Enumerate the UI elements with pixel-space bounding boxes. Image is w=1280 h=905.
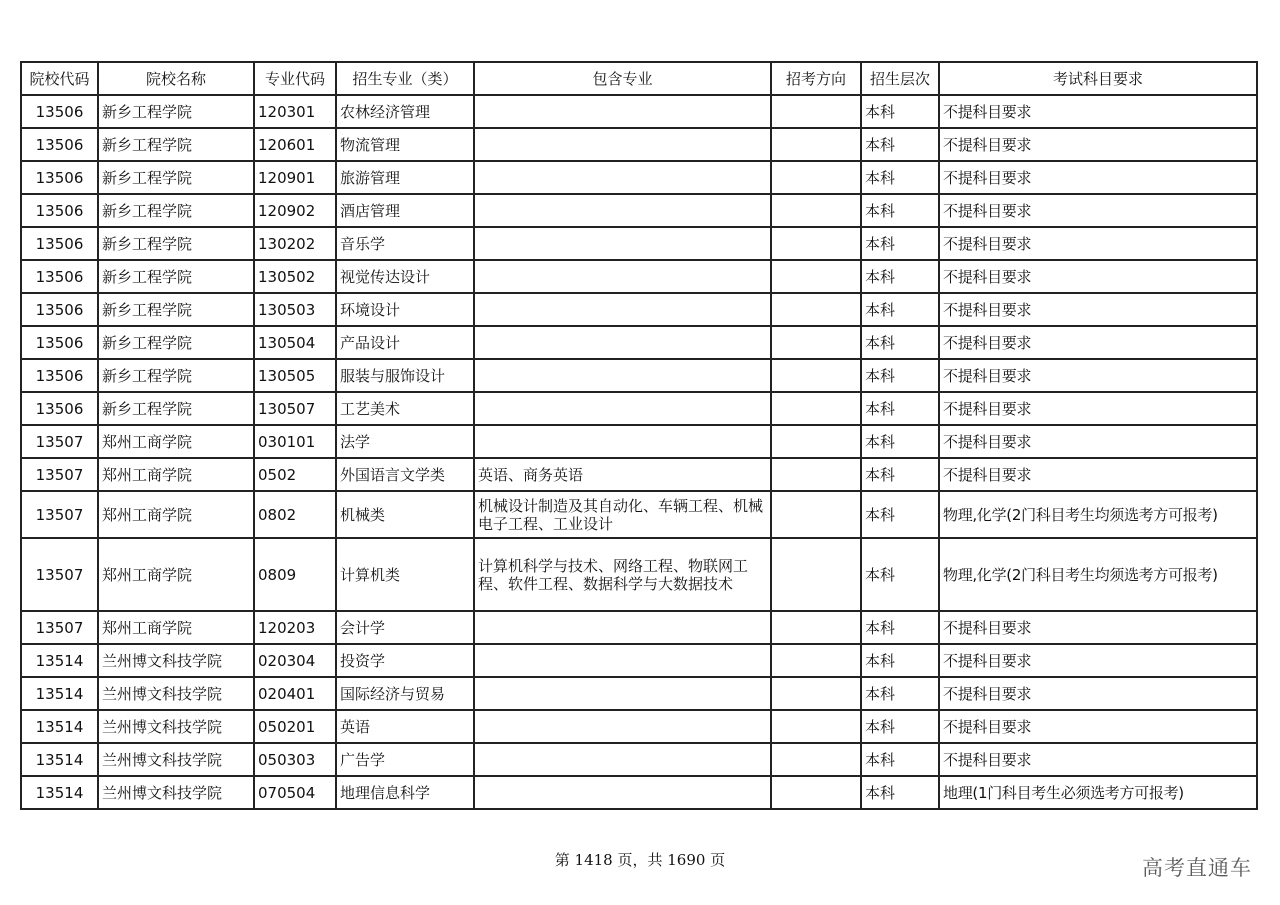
- included-majors-cell: [474, 293, 771, 326]
- school-name-cell: 新乡工程学院: [98, 95, 254, 128]
- subject-requirements-cell: 不提科目要求: [939, 293, 1257, 326]
- level-cell: 本科: [861, 491, 939, 538]
- table-row: [21, 611, 1257, 644]
- major-cell: 旅游管理: [336, 161, 474, 194]
- table-row: [21, 677, 1257, 710]
- included-majors-cell: [474, 326, 771, 359]
- school-code-cell: 13506: [21, 161, 98, 194]
- subject-requirements-cell: 物理,化学(2门科目考生均须选考方可报考): [939, 538, 1257, 611]
- level-cell: 本科: [861, 710, 939, 743]
- included-majors-cell: [474, 677, 771, 710]
- school-code-cell: 13506: [21, 260, 98, 293]
- major-cell: 视觉传达设计: [336, 260, 474, 293]
- major-code-cell: 0802: [254, 491, 336, 538]
- table-row: [21, 161, 1257, 194]
- major-cell: 产品设计: [336, 326, 474, 359]
- header-row: [21, 62, 1257, 95]
- table-row: [21, 260, 1257, 293]
- included-majors-cell: [474, 392, 771, 425]
- school-name-cell: 兰州博文科技学院: [98, 743, 254, 776]
- subject-requirements-cell: 不提科目要求: [939, 95, 1257, 128]
- included-majors-cell: 计算机科学与技术、网络工程、物联网工程、软件工程、数据科学与大数据技术: [474, 538, 771, 611]
- subject-requirements-cell: 不提科目要求: [939, 392, 1257, 425]
- major-code-cell: 130504: [254, 326, 336, 359]
- subject-requirements-cell: 不提科目要求: [939, 227, 1257, 260]
- school-name-cell: 兰州博文科技学院: [98, 677, 254, 710]
- table-row: [21, 128, 1257, 161]
- school-name-cell: 新乡工程学院: [98, 392, 254, 425]
- school-code-cell: 13514: [21, 776, 98, 809]
- direction-cell: [771, 644, 861, 677]
- major-code-cell: 020304: [254, 644, 336, 677]
- school-name-cell: 新乡工程学院: [98, 293, 254, 326]
- table-row: [21, 95, 1257, 128]
- major-cell: 环境设计: [336, 293, 474, 326]
- subject-requirements-cell: 不提科目要求: [939, 644, 1257, 677]
- school-name-cell: 兰州博文科技学院: [98, 710, 254, 743]
- major-cell: 服装与服饰设计: [336, 359, 474, 392]
- subject-requirements-cell: 地理(1门科目考生必须选考方可报考): [939, 776, 1257, 809]
- level-cell: 本科: [861, 611, 939, 644]
- major-code-cell: 120601: [254, 128, 336, 161]
- table-row: [21, 293, 1257, 326]
- included-majors-cell: [474, 95, 771, 128]
- school-code-cell: 13507: [21, 538, 98, 611]
- major-code-cell: 130502: [254, 260, 336, 293]
- header-major: 招生专业（类）: [336, 62, 474, 95]
- major-cell: 音乐学: [336, 227, 474, 260]
- table-row: [21, 458, 1257, 491]
- table-row: [21, 194, 1257, 227]
- subject-requirements-cell: 不提科目要求: [939, 677, 1257, 710]
- major-code-cell: 130503: [254, 293, 336, 326]
- major-cell: 物流管理: [336, 128, 474, 161]
- major-code-cell: 020401: [254, 677, 336, 710]
- direction-cell: [771, 128, 861, 161]
- major-code-cell: 070504: [254, 776, 336, 809]
- major-cell: 国际经济与贸易: [336, 677, 474, 710]
- level-cell: 本科: [861, 161, 939, 194]
- header-level: 招生层次: [861, 62, 939, 95]
- level-cell: 本科: [861, 644, 939, 677]
- direction-cell: [771, 227, 861, 260]
- school-code-cell: 13514: [21, 710, 98, 743]
- school-name-cell: 新乡工程学院: [98, 359, 254, 392]
- included-majors-cell: [474, 194, 771, 227]
- level-cell: 本科: [861, 194, 939, 227]
- included-majors-cell: [474, 128, 771, 161]
- included-majors-cell: [474, 710, 771, 743]
- major-code-cell: 050303: [254, 743, 336, 776]
- included-majors-cell: 英语、商务英语: [474, 458, 771, 491]
- direction-cell: [771, 776, 861, 809]
- school-code-cell: 13506: [21, 359, 98, 392]
- school-name-cell: 郑州工商学院: [98, 611, 254, 644]
- subject-requirements-cell: 不提科目要求: [939, 743, 1257, 776]
- included-majors-cell: [474, 227, 771, 260]
- school-code-cell: 13506: [21, 95, 98, 128]
- level-cell: 本科: [861, 227, 939, 260]
- subject-requirements-cell: 不提科目要求: [939, 194, 1257, 227]
- table-row: [21, 359, 1257, 392]
- direction-cell: [771, 161, 861, 194]
- school-code-cell: 13506: [21, 293, 98, 326]
- level-cell: 本科: [861, 458, 939, 491]
- direction-cell: [771, 392, 861, 425]
- level-cell: 本科: [861, 392, 939, 425]
- subject-requirements-cell: 不提科目要求: [939, 458, 1257, 491]
- direction-cell: [771, 359, 861, 392]
- school-code-cell: 13506: [21, 128, 98, 161]
- level-cell: 本科: [861, 776, 939, 809]
- table-row: [21, 425, 1257, 458]
- school-name-cell: 兰州博文科技学院: [98, 776, 254, 809]
- table-row: [21, 227, 1257, 260]
- table-row: [21, 326, 1257, 359]
- header-school-code: 院校代码: [21, 62, 98, 95]
- school-code-cell: 13514: [21, 743, 98, 776]
- level-cell: 本科: [861, 743, 939, 776]
- school-name-cell: 兰州博文科技学院: [98, 644, 254, 677]
- school-name-cell: 郑州工商学院: [98, 538, 254, 611]
- subject-requirements-cell: 不提科目要求: [939, 260, 1257, 293]
- major-code-cell: 0809: [254, 538, 336, 611]
- major-code-cell: 130202: [254, 227, 336, 260]
- major-cell: 地理信息科学: [336, 776, 474, 809]
- admission-table: [20, 61, 1258, 810]
- school-name-cell: 郑州工商学院: [98, 458, 254, 491]
- subject-requirements-cell: 不提科目要求: [939, 359, 1257, 392]
- level-cell: 本科: [861, 425, 939, 458]
- major-cell: 投资学: [336, 644, 474, 677]
- major-cell: 广告学: [336, 743, 474, 776]
- school-code-cell: 13514: [21, 644, 98, 677]
- school-code-cell: 13514: [21, 677, 98, 710]
- header-subject-requirements: 考试科目要求: [939, 62, 1257, 95]
- major-code-cell: 120901: [254, 161, 336, 194]
- table-row: [21, 392, 1257, 425]
- table-row: [21, 491, 1257, 538]
- watermark: 高考直通车: [1142, 856, 1252, 880]
- major-cell: 酒店管理: [336, 194, 474, 227]
- subject-requirements-cell: 物理,化学(2门科目考生均须选考方可报考): [939, 491, 1257, 538]
- subject-requirements-cell: 不提科目要求: [939, 161, 1257, 194]
- major-cell: 机械类: [336, 491, 474, 538]
- major-cell: 农林经济管理: [336, 95, 474, 128]
- major-code-cell: 130507: [254, 392, 336, 425]
- header-direction: 招考方向: [771, 62, 861, 95]
- subject-requirements-cell: 不提科目要求: [939, 128, 1257, 161]
- subject-requirements-cell: 不提科目要求: [939, 611, 1257, 644]
- school-code-cell: 13507: [21, 458, 98, 491]
- level-cell: 本科: [861, 293, 939, 326]
- school-name-cell: 郑州工商学院: [98, 425, 254, 458]
- school-name-cell: 新乡工程学院: [98, 260, 254, 293]
- direction-cell: [771, 95, 861, 128]
- level-cell: 本科: [861, 95, 939, 128]
- direction-cell: [771, 260, 861, 293]
- major-code-cell: 130505: [254, 359, 336, 392]
- major-code-cell: 0502: [254, 458, 336, 491]
- school-name-cell: 新乡工程学院: [98, 326, 254, 359]
- table-row: [21, 538, 1257, 611]
- school-name-cell: 新乡工程学院: [98, 161, 254, 194]
- major-cell: 计算机类: [336, 538, 474, 611]
- header-major-code: 专业代码: [254, 62, 336, 95]
- table-row: [21, 710, 1257, 743]
- included-majors-cell: [474, 776, 771, 809]
- school-code-cell: 13506: [21, 194, 98, 227]
- major-cell: 会计学: [336, 611, 474, 644]
- direction-cell: [771, 326, 861, 359]
- major-cell: 工艺美术: [336, 392, 474, 425]
- major-code-cell: 120203: [254, 611, 336, 644]
- included-majors-cell: [474, 743, 771, 776]
- level-cell: 本科: [861, 359, 939, 392]
- page-number: 第 1418 页，共 1690 页: [554, 851, 726, 869]
- direction-cell: [771, 743, 861, 776]
- school-code-cell: 13506: [21, 227, 98, 260]
- direction-cell: [771, 458, 861, 491]
- school-name-cell: 新乡工程学院: [98, 194, 254, 227]
- table-row: [21, 776, 1257, 809]
- included-majors-cell: [474, 161, 771, 194]
- included-majors-cell: [474, 644, 771, 677]
- direction-cell: [771, 425, 861, 458]
- school-name-cell: 新乡工程学院: [98, 227, 254, 260]
- direction-cell: [771, 611, 861, 644]
- major-cell: 法学: [336, 425, 474, 458]
- level-cell: 本科: [861, 128, 939, 161]
- direction-cell: [771, 194, 861, 227]
- subject-requirements-cell: 不提科目要求: [939, 326, 1257, 359]
- direction-cell: [771, 677, 861, 710]
- school-code-cell: 13507: [21, 425, 98, 458]
- school-code-cell: 13506: [21, 392, 98, 425]
- level-cell: 本科: [861, 677, 939, 710]
- major-code-cell: 120301: [254, 95, 336, 128]
- subject-requirements-cell: 不提科目要求: [939, 425, 1257, 458]
- level-cell: 本科: [861, 326, 939, 359]
- included-majors-cell: [474, 611, 771, 644]
- level-cell: 本科: [861, 538, 939, 611]
- header-school-name: 院校名称: [98, 62, 254, 95]
- direction-cell: [771, 293, 861, 326]
- included-majors-cell: 机械设计制造及其自动化、车辆工程、机械电子工程、工业设计: [474, 491, 771, 538]
- table-row: [21, 743, 1257, 776]
- major-code-cell: 120902: [254, 194, 336, 227]
- table-row: [21, 644, 1257, 677]
- school-code-cell: 13507: [21, 491, 98, 538]
- included-majors-cell: [474, 260, 771, 293]
- level-cell: 本科: [861, 260, 939, 293]
- major-cell: 外国语言文学类: [336, 458, 474, 491]
- header-included-majors: 包含专业: [474, 62, 771, 95]
- school-code-cell: 13506: [21, 326, 98, 359]
- table-body: [21, 95, 1257, 809]
- direction-cell: [771, 491, 861, 538]
- school-code-cell: 13507: [21, 611, 98, 644]
- major-code-cell: 030101: [254, 425, 336, 458]
- subject-requirements-cell: 不提科目要求: [939, 710, 1257, 743]
- direction-cell: [771, 710, 861, 743]
- included-majors-cell: [474, 359, 771, 392]
- direction-cell: [771, 538, 861, 611]
- school-name-cell: 郑州工商学院: [98, 491, 254, 538]
- major-code-cell: 050201: [254, 710, 336, 743]
- school-name-cell: 新乡工程学院: [98, 128, 254, 161]
- included-majors-cell: [474, 425, 771, 458]
- major-cell: 英语: [336, 710, 474, 743]
